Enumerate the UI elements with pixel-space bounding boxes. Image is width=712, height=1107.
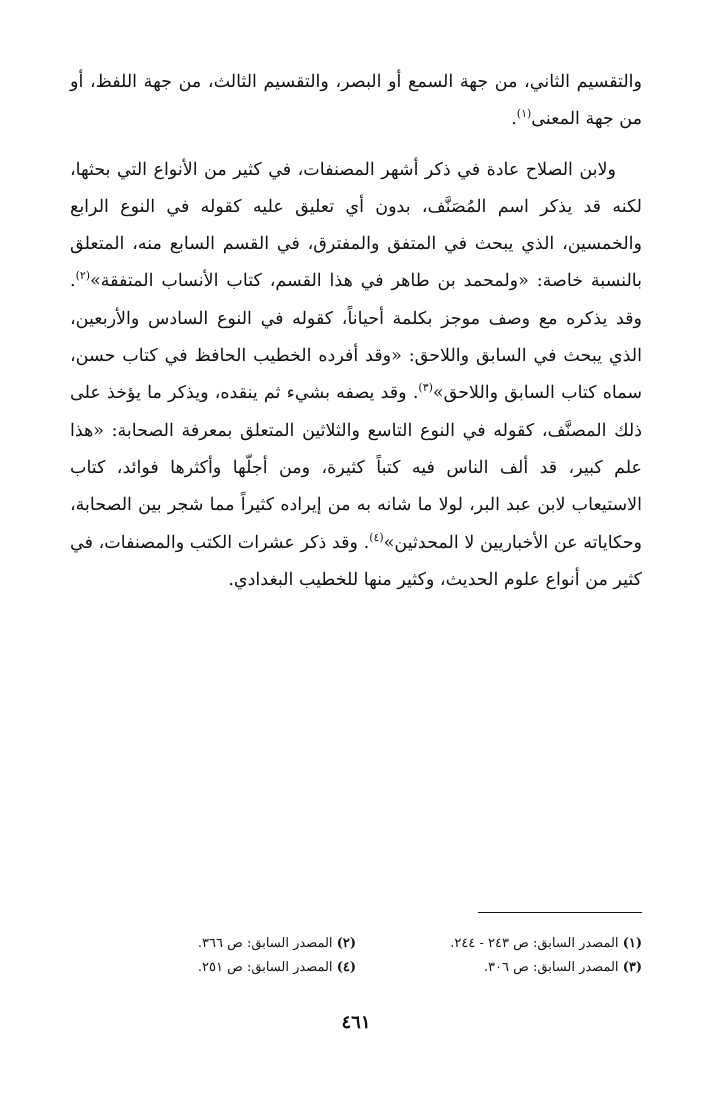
text-run: . وقد ذكر عشرات الكتب والمصنفات، في كثير من أنواع علوم الحديث، وكثير منها للخطيب البغدادي. <box>70 532 642 590</box>
footnote-row <box>70 956 642 980</box>
footnote-number: (٢) <box>336 936 356 951</box>
footnote-text: المصدر السابق: ص ٣٦٦. <box>197 936 333 951</box>
footnote-ref: (٢) <box>75 269 91 283</box>
footnote-4 <box>70 956 356 980</box>
text-run: . وقد يصفه بشيء ثم ينقده، ويذكر ما يؤخذ على ذلك المصنَّف، كقوله في النوع التاسع والثلاثين المتعلق بمعرفة الصحابة: «هذا علم كبير، قد ألف الناس فيه كتباً كثيرة، ومن أجلّها وأكثرها فوائد، كتاب الاستيعاب لابن عبد البر، لولا ما شانه به من إيراده كثيراً مما شجر بين الصحابة، وحكاياته عن الأخباريين لا المحدثين» <box>70 383 642 553</box>
footnote-2 <box>70 932 356 956</box>
paragraph-2 <box>70 152 642 600</box>
footnote-number: (٤) <box>336 960 356 975</box>
footnote-text: المصدر السابق: ص ٢٤٣ - ٢٤٤. <box>450 936 619 951</box>
footnote-text: المصدر السابق: ص ٣٠٦. <box>483 960 619 975</box>
text-run: ولابن الصلاح عادة في ذكر أشهر المصنفات، في كثير من الأنواع التي بحثها، لكنه قد يذكر اسم المُصَنَّف، بدون أي تعليق عليه كقوله في النوع الرابع والخمسين، الذي يبحث في المتفق والمفترق، في القسم السابع منه، المتعلق بالنسبة خاصة: «ولمحمد بن طاهر في هذا القسم، كتاب الأنساب المتفقة» <box>70 159 642 292</box>
footnote-separator <box>478 912 642 913</box>
paragraph-1 <box>70 64 642 139</box>
main-text <box>70 64 642 599</box>
footnote-number: (٣) <box>622 960 642 975</box>
footnotes <box>70 932 642 980</box>
footnote-ref: (٣) <box>418 381 433 395</box>
footnote-ref: (٤) <box>369 530 384 544</box>
text-run: . <box>511 109 517 130</box>
text-run: والتقسيم الثاني، من جهة السمع أو البصر، والتقسيم الثالث، من جهة اللفظ، أو من جهة المعنى <box>70 72 642 130</box>
footnote-1 <box>356 932 642 956</box>
footnote-3 <box>356 956 642 980</box>
footnote-number: (١) <box>622 936 642 951</box>
footnote-row <box>70 932 642 956</box>
page-number: ٤٦١ <box>341 1012 371 1033</box>
text-run: . وقد يذكره مع وصف موجز بكلمة أحياناً، كقوله في النوع السادس والأربعين، الذي يبحث في السابق واللاحق: «وقد أفرده الخطيب الحافظ في كتاب حسن، سماه كتاب السابق واللاحق» <box>70 271 643 404</box>
footnote-ref: (١) <box>516 107 532 121</box>
footnote-text: المصدر السابق: ص ٢٥١. <box>197 960 333 975</box>
